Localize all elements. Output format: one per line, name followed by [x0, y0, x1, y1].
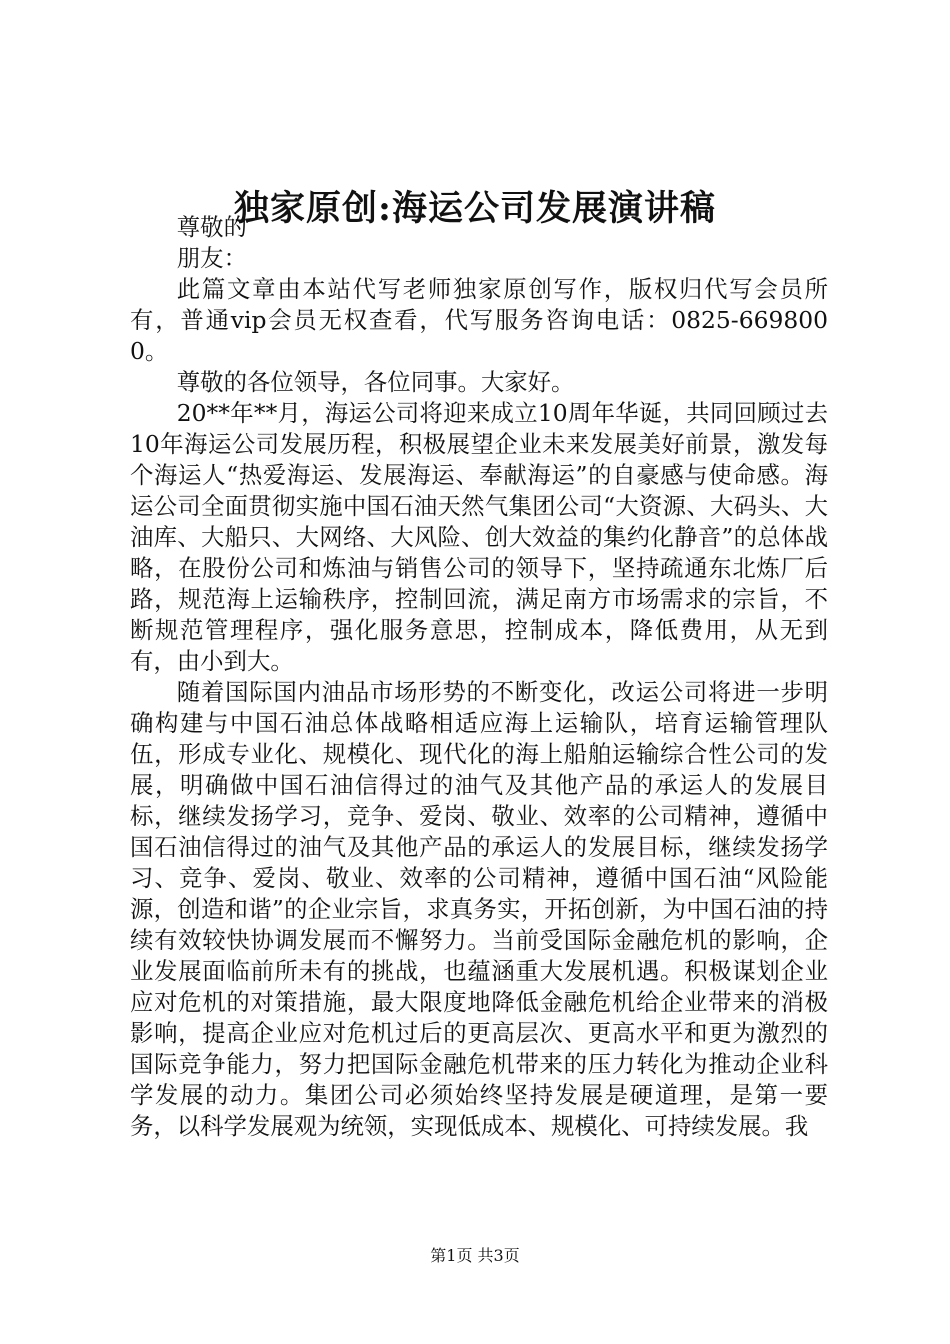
copyright-notice-paragraph: 此篇文章由本站代写老师独家原创写作，版权归代写会员所有，普通vip会员无权查看，代写服务咨询电话：0825-6698000。 [130, 275, 828, 365]
salutation-paragraph: 尊敬的各位领导，各位同事。大家好。 [176, 368, 575, 396]
document-title: 独家原创:海运公司发展演讲稿 [234, 188, 716, 229]
development-paragraph: 随着国际国内油品市场形势的不断变化，改运公司将进一步明确构建与中国石油总体战略相适应海上运输队，培育运输管理队伍，形成专业化、规模化、现代化的海上船舶运输综合性公司的发展，明确做中国石油信得过的油气及其他产品的承运人的发展目标，继续发扬学习，竞争、爱岗、敬业、效率的公司精神，遵循中国石油信得过的油气及其他产品的承运人的发展目标，继续发扬学习、竞争、爱岗、敬业、效率的公司精神，遵循中国石油“风险能源，创造和谐”的企业宗旨，求真务实，开拓创新，为中国石油的持续有效较快协调发展而不懈努力。当前受国际金融危机的影响，企业发展面临前所未有的挑战，也蕴涵重大发展机遇。积极谋划企业应对危机的对策措施，最大限度地降低金融危机给企业带来的消极影响，提高企业应对危机过后的更高层次、更高水平和更为激烈的国际竞争能力，努力把国际金融危机带来的压力转化为推动企业科学发展的动力。集团公司必须始终坚持发展是硬道理，是第一要务，以科学发展观为统领，实现低成本、规模化、可持续发展。我 [130, 678, 828, 1140]
greeting-line-2: 朋友： [176, 244, 247, 272]
document-body [130, 212, 828, 1142]
page-number-footer: 第1页 共3页 [430, 1246, 520, 1265]
history-paragraph: 20**年**月，海运公司将迎来成立10周年华诞，共同回顾过去10年海运公司发展历程，积极展望企业未来发展美好前景，激发每个海运人“热爱海运、发展海运、奉献海运”的自豪感与使命感。海运公司全面贯彻实施中国石油天然气集团公司“大资源、大码头、大油库、大船只、大网络、大风险、创大效益的集约化静音”的总体战略，在股份公司和炼油与销售公司的领导下，坚持疏通东北炼厂后路，规范海上运输秩序，控制回流，满足南方市场需求的宗旨，不断规范管理程序，强化服务意思，控制成本，降低费用，从无到有，由小到大。 [130, 399, 828, 675]
greeting-line-1: 尊敬的 [176, 213, 247, 241]
